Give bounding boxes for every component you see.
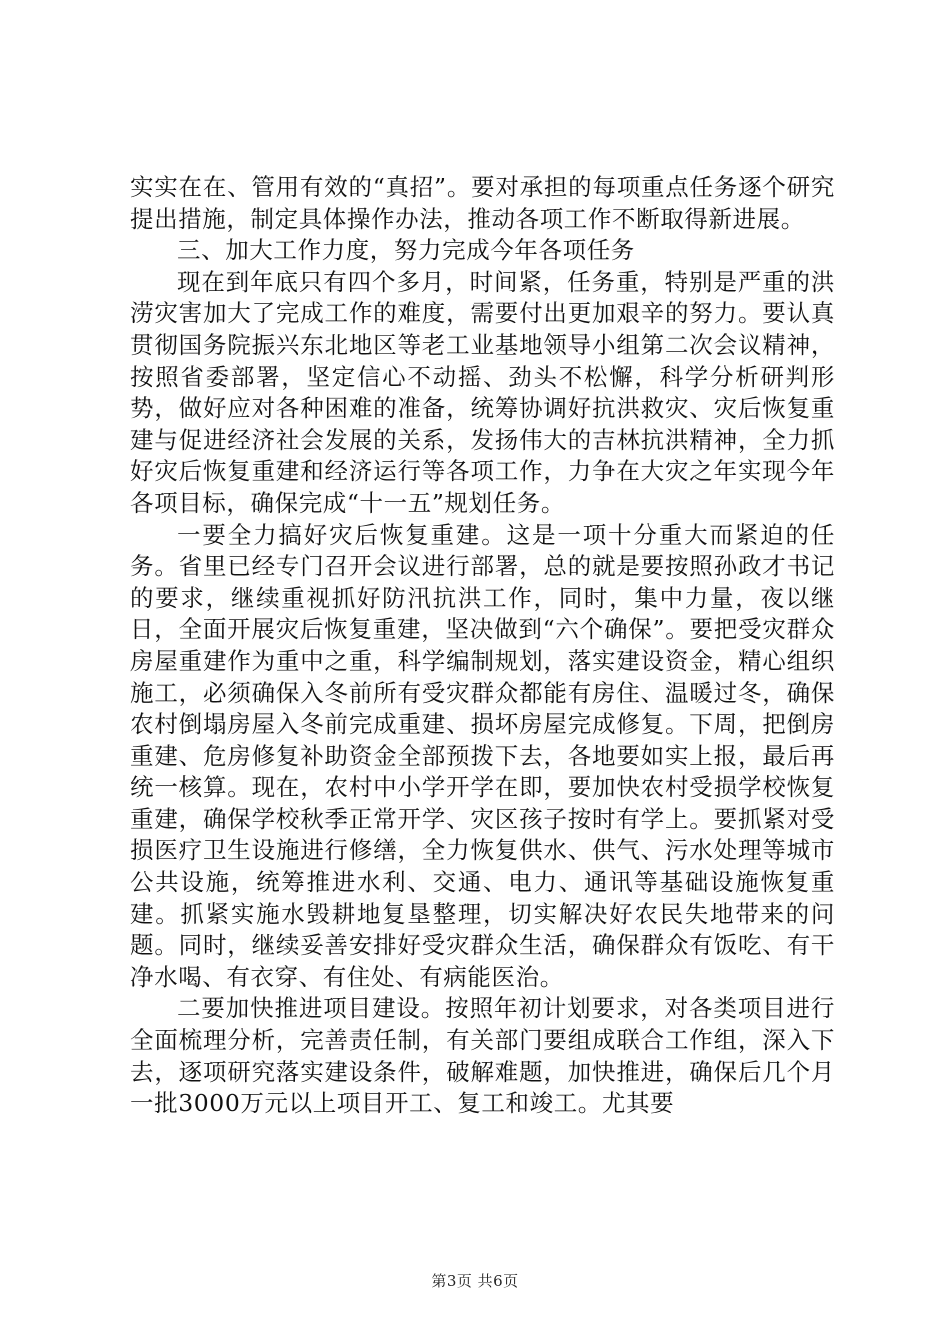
page-footer: 第3页 共6页 [431,1272,519,1290]
section-heading: 三、加大工作力度，努力完成今年各项任务 [177,236,635,265]
paragraph-disaster-reconstruction: 一要全力搞好灾后恢复重建。这是一项十分重大而紧迫的任务。省里已经专门召开会议进行部署，总的就是要按照孙政才书记的要求，继续重视抓好防汛抗洪工作，同时，集中力量，夜以继日，全面开展灾后恢复重建，坚决做到“六个确保”。要把受灾群众房屋重建作为重中之重，科学编制规划，落实建设资金，精心组织施工，必须确保入冬前所有受灾群众都能有房住、温暖过冬，确保农村倒塌房屋入冬前完成重建、损坏房屋完成修复。下周，把倒房重建、危房修复补助资金全部预拨下去，各地要如实上报，最后再统一核算。现在，农村中小学开学在即，要加快农村受损学校恢复重建，确保学校秋季正常开学、灾区孩子按时有学上。要抓紧对受损医疗卫生设施进行修缮，全力恢复供水、供气、污水处理等城市公共设施，统筹推进水利、交通、电力、通讯等基础设施恢复重建。抓紧实施水毁耕地复垦整理，切实解决好农民失地带来的问题。同时，继续妥善安排好受灾群众生活，确保群众有饭吃、有干净水喝、有衣穿、有住处、有病能医治。 [130,520,835,991]
document-body [130,172,835,1120]
paragraph-continuation: 实实在在、管用有效的“真招”。要对承担的每项重点任务逐个研究提出措施，制定具体操作办法，推动各项工作不断取得新进展。 [130,173,835,233]
paragraph-project-construction: 二要加快推进项目建设。按照年初计划要求，对各类项目进行全面梳理分析，完善责任制，有关部门要组成联合工作组，深入下去，逐项研究落实建设条件，破解难题，加快推进，确保后几个月一批3000万元以上项目开工、复工和竣工。尤其要 [130,994,835,1118]
paragraph-overview: 现在到年底只有四个多月，时间紧，任务重，特别是严重的洪涝灾害加大了完成工作的难度，需要付出更加艰辛的努力。要认真贯彻国务院振兴东北地区等老工业基地领导小组第二次会议精神，按照省委部署，坚定信心不动摇、劲头不松懈，科学分析研判形势，做好应对各种困难的准备，统筹协调好抗洪救灾、灾后恢复重建与促进经济社会发展的关系，发扬伟大的吉林抗洪精神，全力抓好灾后恢复重建和经济运行等各项工作，力争在大灾之年实现今年各项目标，确保完成“十一五”规划任务。 [130,267,835,517]
